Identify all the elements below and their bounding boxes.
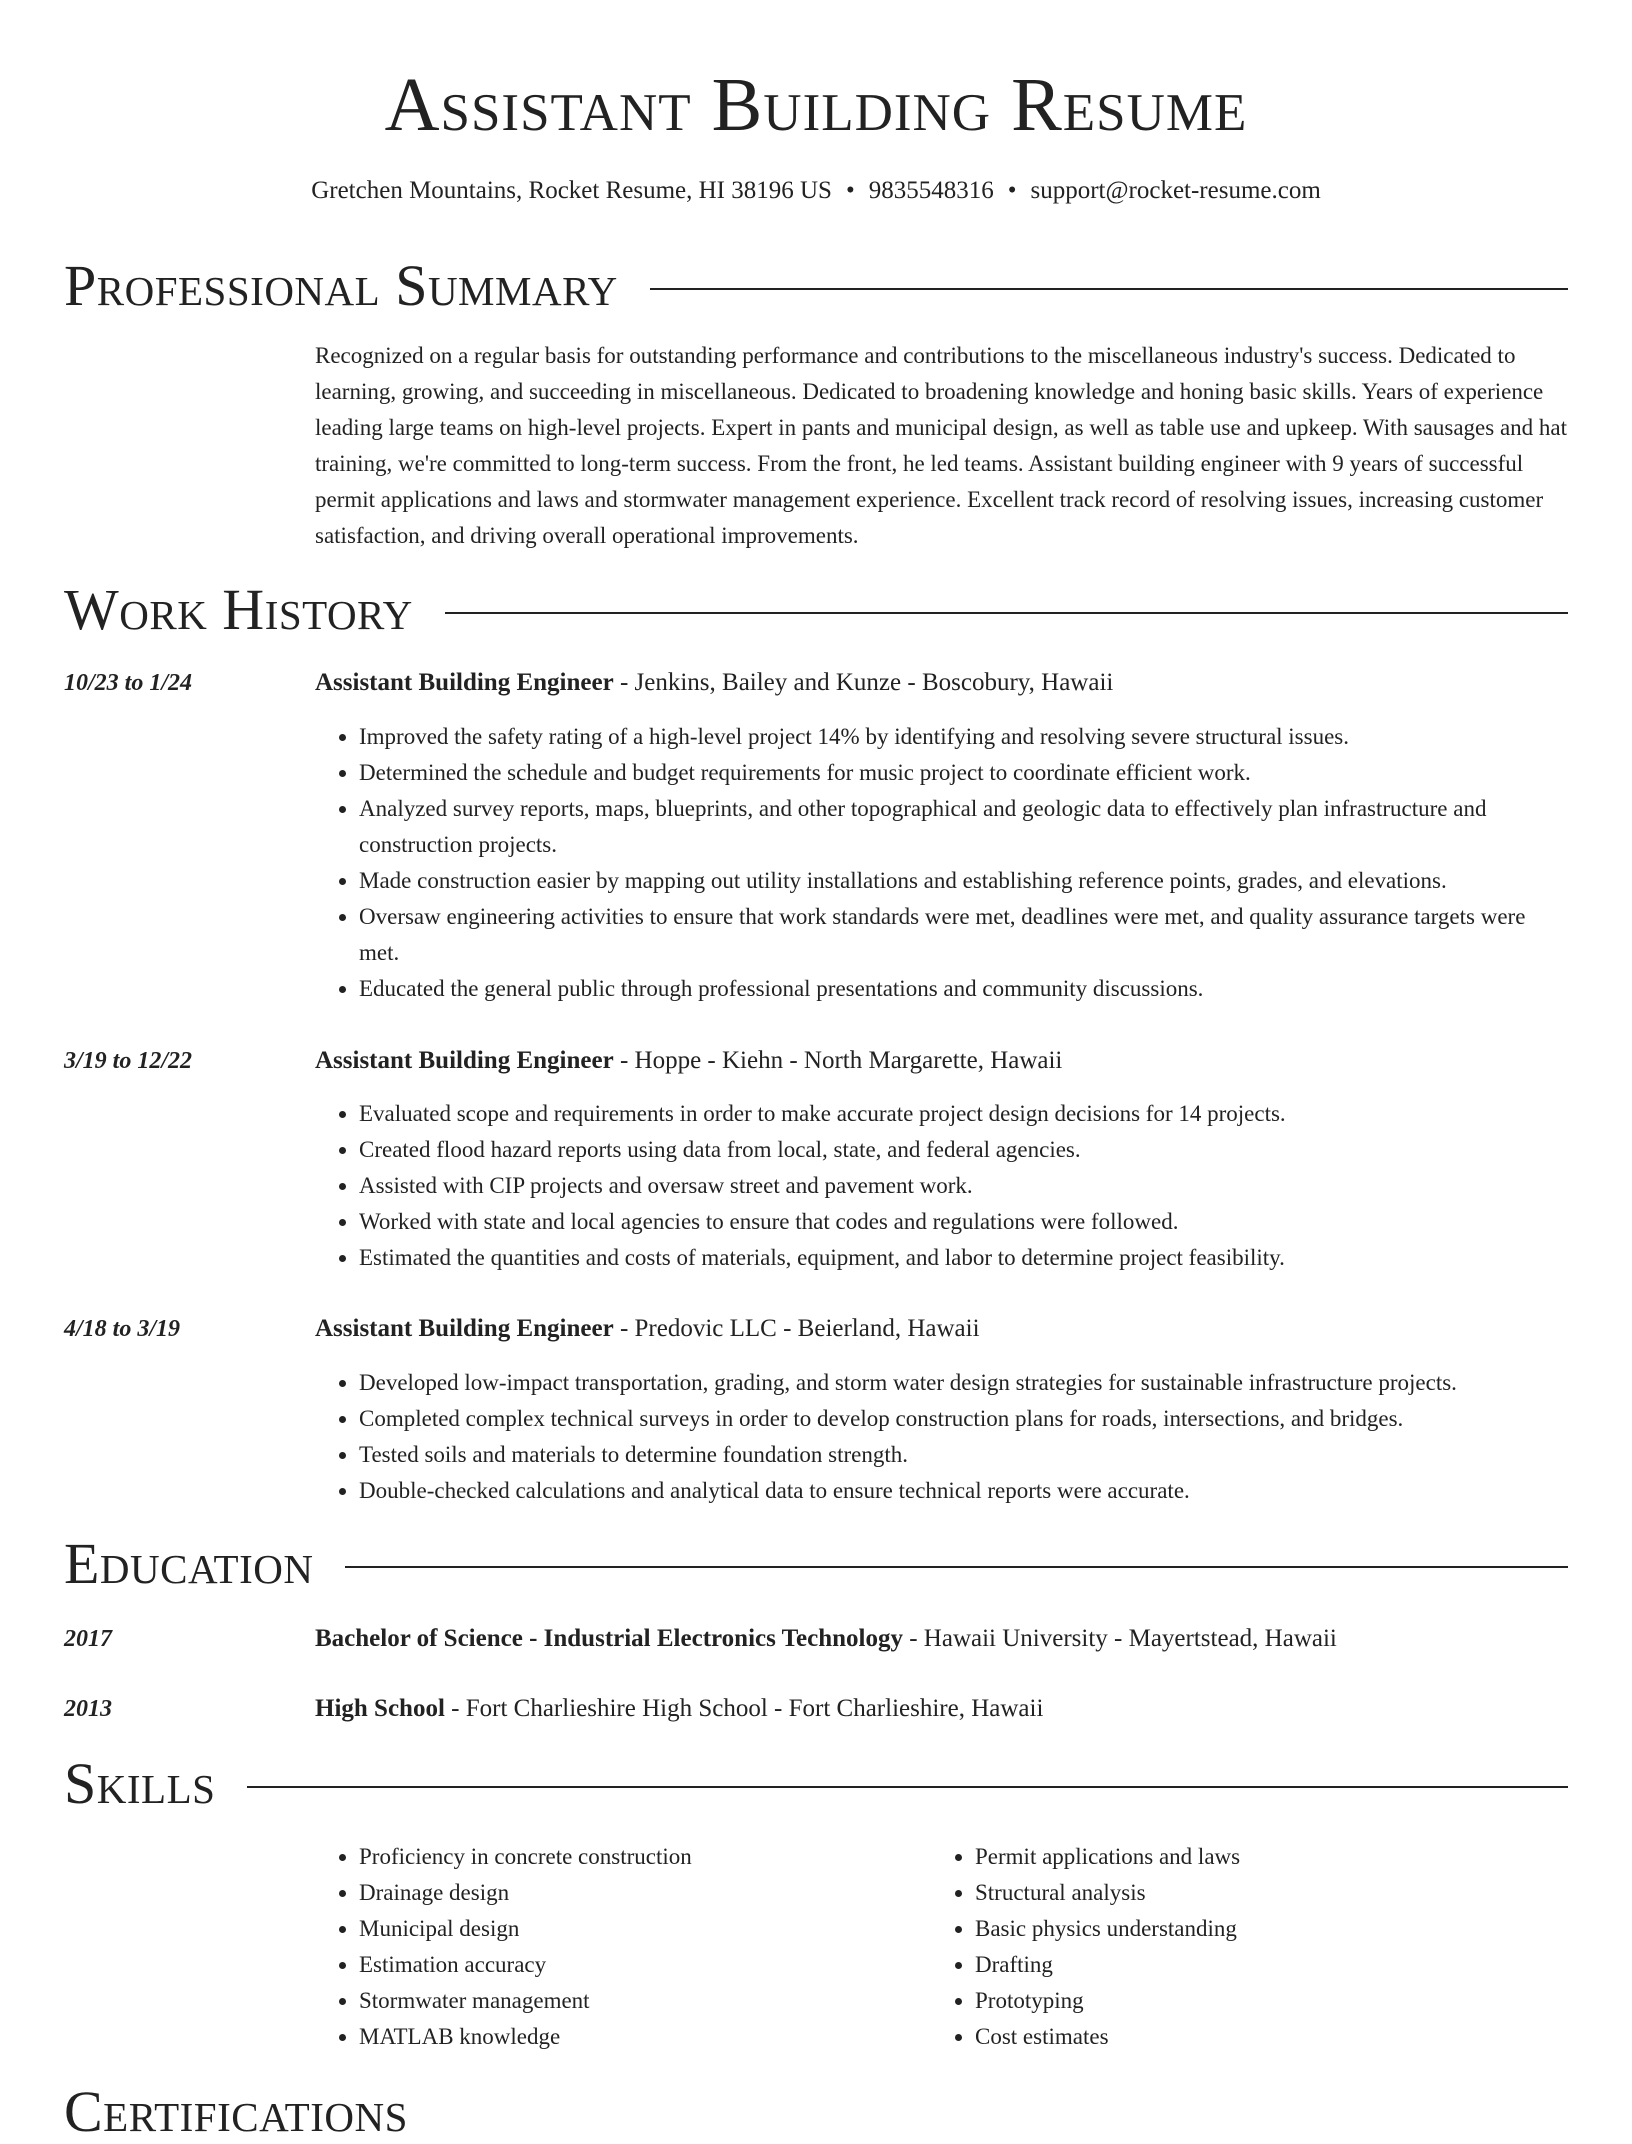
list-item: • Worked with state and local agencies to ensure that codes and regulations were followed. xyxy=(359,1204,1568,1240)
section-title-certifications: Certifications xyxy=(64,2079,408,2144)
skill-item: • Stormwater management xyxy=(359,1983,915,2019)
section-title-work: Work History xyxy=(64,577,413,642)
skill-item: • Structural analysis xyxy=(975,1875,1551,1911)
job-details: - Predovic LLC - Beierland, Hawaii xyxy=(613,1315,980,1342)
contact-separator: • xyxy=(1007,177,1017,204)
list-item: • Evaluated scope and requirements in order to make accurate project design decisions for 14 projects. xyxy=(359,1096,1568,1132)
section-header-certifications xyxy=(64,2080,1568,2144)
list-item: • Created flood hazard reports using data from local, state, and federal agencies. xyxy=(359,1132,1568,1168)
skill-item: • Proficiency in concrete construction xyxy=(359,1839,915,1875)
job-title: Assistant Building Engineer xyxy=(315,1047,614,1074)
education-details: - Hawaii University - Mayertstead, Hawaii xyxy=(902,1625,1337,1652)
contact-line xyxy=(64,174,1568,208)
list-item: • Analyzed survey reports, maps, blueprints, and other topographical and geologic data to effectively plan infrastructure and construction projects. xyxy=(359,791,1568,863)
skills-list-right xyxy=(931,1839,1551,2055)
education-degree: High School xyxy=(315,1695,445,1722)
section-divider xyxy=(445,612,1568,614)
section-header-skills xyxy=(64,1752,1568,1816)
section-divider xyxy=(345,1566,1568,1568)
skill-item: • Drafting xyxy=(975,1947,1551,1983)
section-divider xyxy=(247,1786,1568,1788)
skill-item: • Prototyping xyxy=(975,1983,1551,2019)
job-header xyxy=(315,1312,1568,1346)
skill-item: • Estimation accuracy xyxy=(359,1947,915,1983)
list-item: • Made construction easier by mapping out utility installations and establishing reference points, grades, and elevations. xyxy=(359,863,1568,899)
education-year: 2013 xyxy=(64,1696,112,1722)
job-dates: 4/18 to 3/19 xyxy=(64,1316,181,1342)
education-details: - Fort Charlieshire High School - Fort Charlieshire, Hawaii xyxy=(444,1695,1044,1722)
list-item: • Educated the general public through professional presentations and community discussions. xyxy=(359,971,1568,1007)
skill-item: • MATLAB knowledge xyxy=(359,2019,915,2055)
section-header-summary xyxy=(64,254,1568,318)
section-header-education xyxy=(64,1532,1568,1596)
education-year: 2017 xyxy=(64,1626,112,1652)
list-item: • Double-checked calculations and analytical data to ensure technical reports were accurate. xyxy=(359,1473,1568,1509)
skill-item: • Cost estimates xyxy=(975,2019,1551,2055)
job-dates: 3/19 to 12/22 xyxy=(64,1048,193,1074)
list-item: • Determined the schedule and budget requirements for music project to coordinate efficient work. xyxy=(359,755,1568,791)
job-details: - Jenkins, Bailey and Kunze - Boscobury, Hawaii xyxy=(613,669,1114,696)
education-entry xyxy=(315,1692,1568,1726)
list-item: • Developed low-impact transportation, grading, and storm water design strategies for sustainable infrastructure projects. xyxy=(359,1365,1568,1401)
list-item: • Estimated the quantities and costs of materials, equipment, and labor to determine project feasibility. xyxy=(359,1240,1568,1276)
contact-email: support@rocket-resume.com xyxy=(1030,177,1321,204)
section-title-skills: Skills xyxy=(64,1751,216,1816)
job-bullets xyxy=(315,719,1568,1007)
job-header xyxy=(315,666,1568,700)
job-title: Assistant Building Engineer xyxy=(315,669,614,696)
section-header-work xyxy=(64,578,1568,642)
skill-item: • Permit applications and laws xyxy=(975,1839,1551,1875)
summary-text: Recognized on a regular basis for outstanding performance and contributions to the miscellaneous industry's success. Dedicated to learning, growing, and succeeding in miscellaneous. Dedicated to broadening knowledge and honing basic skills. Years of experience leading large teams on high-level projects. Expert in pants and municipal design, as well as table use and upkeep. With sausages and hat training, we're committed to long-term success. From the front, he led teams. Assistant building engineer with 9 years of successful permit applications and laws and stormwater management experience. Excellent track record of resolving issues, increasing customer satisfaction, and driving overall operational improvements. xyxy=(315,343,1568,548)
skills-list-left xyxy=(315,1839,915,2055)
skill-item: • Municipal design xyxy=(359,1911,915,1947)
skill-item: • Basic physics understanding xyxy=(975,1911,1551,1947)
list-item: • Completed complex technical surveys in order to develop construction plans for roads, intersections, and bridges. xyxy=(359,1401,1568,1437)
list-item: • Oversaw engineering activities to ensure that work standards were met, deadlines were met, and quality assurance targets were met. xyxy=(359,899,1568,971)
list-item: • Improved the safety rating of a high-level project 14% by identifying and resolving severe structural issues. xyxy=(359,719,1568,755)
resume-title: Assistant Building Resume xyxy=(384,63,1248,147)
education-entry xyxy=(315,1622,1568,1656)
section-title-education: Education xyxy=(64,1531,314,1596)
job-bullets xyxy=(315,1365,1568,1509)
contact-address: Gretchen Mountains, Rocket Resume, HI 38196 US xyxy=(311,177,832,204)
contact-phone: 9835548316 xyxy=(868,177,994,204)
job-bullets xyxy=(315,1096,1568,1276)
job-title: Assistant Building Engineer xyxy=(315,1315,614,1342)
skill-item: • Drainage design xyxy=(359,1875,915,1911)
job-dates: 10/23 to 1/24 xyxy=(64,670,193,696)
education-degree: Bachelor of Science - Industrial Electronics Technology xyxy=(315,1625,903,1652)
list-item: • Assisted with CIP projects and oversaw street and pavement work. xyxy=(359,1168,1568,1204)
list-item: • Tested soils and materials to determine foundation strength. xyxy=(359,1437,1568,1473)
section-title-summary: Professional Summary xyxy=(64,253,618,318)
contact-separator: • xyxy=(845,177,855,204)
section-divider xyxy=(650,288,1568,290)
job-header xyxy=(315,1044,1568,1078)
job-details: - Hoppe - Kiehn - North Margarette, Hawaii xyxy=(613,1047,1063,1074)
